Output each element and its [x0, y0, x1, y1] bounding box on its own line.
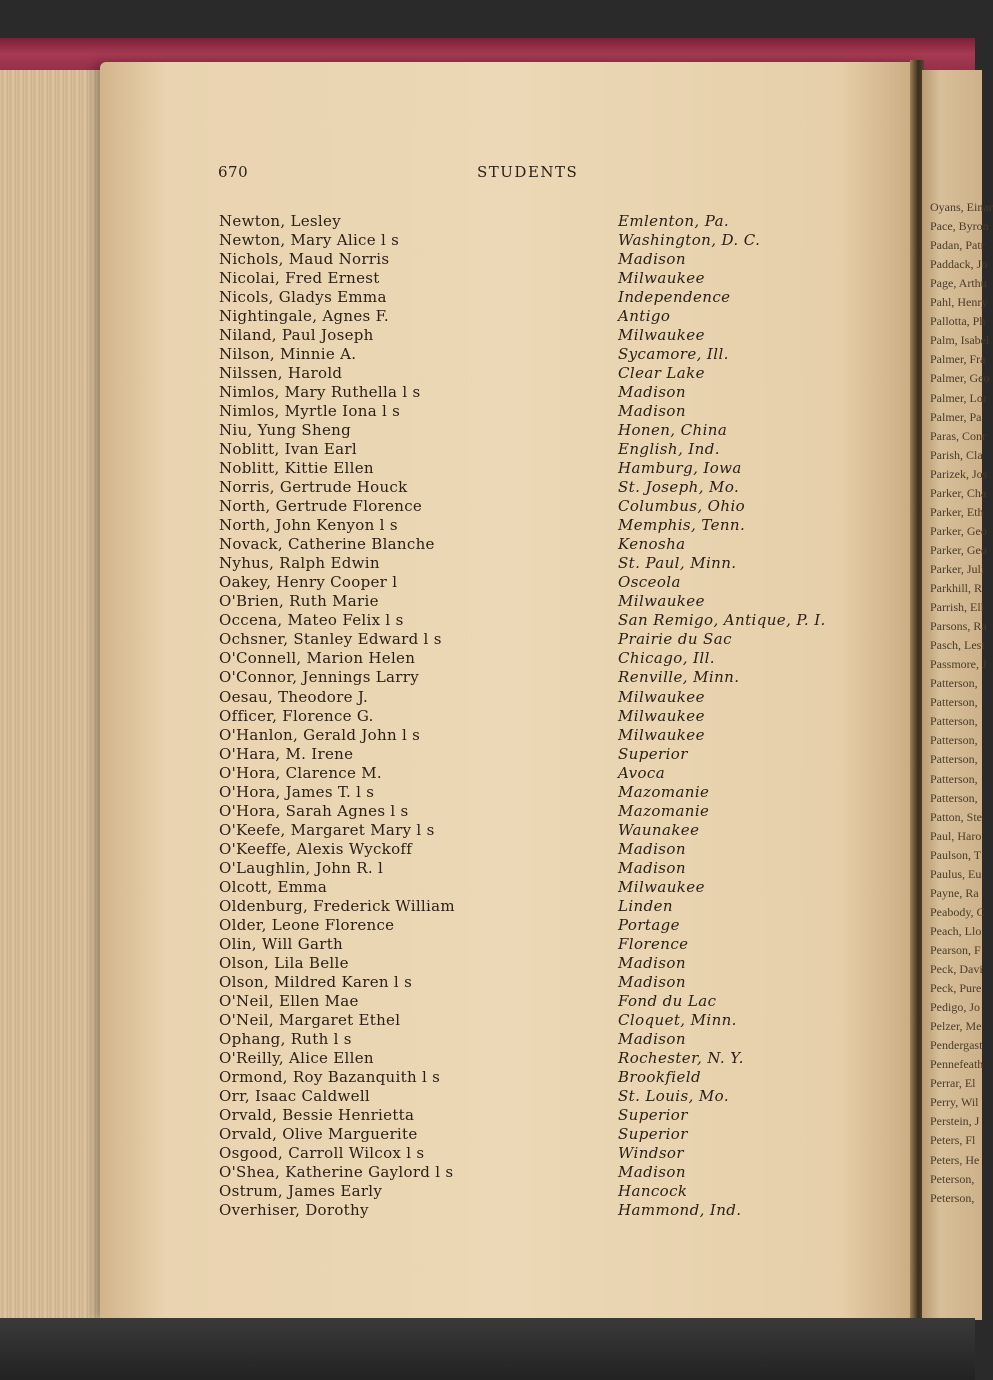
student-name: Olson, Mildred Karen l s: [219, 973, 413, 991]
facing-page-line: Pennefeath: [930, 1057, 984, 1072]
student-name: Overhiser, Dorothy: [219, 1201, 369, 1219]
student-hometown: Rochester, N. Y.: [618, 1049, 744, 1067]
student-name: O'Reilly, Alice Ellen: [219, 1049, 374, 1067]
facing-page-line: Perry, Wil: [930, 1095, 979, 1110]
facing-page-line: Peach, Llo: [930, 923, 982, 938]
facing-page-line: Patterson,: [930, 752, 978, 767]
student-hometown: Windsor: [618, 1144, 684, 1162]
student-name: Older, Leone Florence: [219, 916, 395, 934]
student-hometown: San Remigo, Antique, P. I.: [618, 611, 826, 629]
student-hometown: Osceola: [618, 573, 681, 591]
student-name: Newton, Mary Alice l s: [219, 231, 400, 249]
student-name: Ormond, Roy Bazanquith l s: [219, 1068, 441, 1086]
student-name: O'Connor, Jennings Larry: [219, 668, 419, 686]
student-name: Nyhus, Ralph Edwin: [219, 554, 380, 572]
facing-page-line: Pearson, F: [930, 942, 981, 957]
student-name: Nicolai, Fred Ernest: [219, 269, 380, 287]
student-name: O'Hora, James T. l s: [219, 783, 375, 801]
student-name: O'Neil, Margaret Ethel: [219, 1011, 401, 1029]
facing-page-line: Paras, Conr: [930, 428, 986, 443]
student-hometown: Kenosha: [618, 535, 686, 553]
facing-page-line: Pedigo, Jo: [930, 1000, 981, 1015]
facing-page-line: Paulson, T: [930, 847, 982, 862]
facing-page-line: Peters, He: [930, 1152, 980, 1167]
facing-page-line: Pelzer, Me: [930, 1019, 982, 1034]
student-name: Ochsner, Stanley Edward l s: [219, 630, 442, 648]
student-name: Osgood, Carroll Wilcox l s: [219, 1144, 425, 1162]
facing-page-line: Padan, Patr: [930, 238, 985, 253]
facing-page-line: Parker, Geo: [930, 523, 987, 538]
facing-page-line: Parish, Cla: [930, 447, 983, 462]
student-hometown: Hancock: [618, 1182, 688, 1200]
student-name: O'Hora, Sarah Agnes l s: [219, 802, 409, 820]
student-hometown: Antigo: [618, 307, 671, 325]
student-name: O'Keefe, Margaret Mary l s: [219, 821, 435, 839]
student-name: North, John Kenyon l s: [219, 516, 398, 534]
student-name: Orvald, Olive Marguerite: [219, 1125, 418, 1143]
student-hometown: Mazomanie: [618, 802, 710, 820]
facing-page-line: Perrar, El: [930, 1076, 976, 1091]
student-name: O'Neil, Ellen Mae: [219, 992, 359, 1010]
facing-page-line: Patterson,: [930, 733, 978, 748]
student-hometown: Milwaukee: [618, 726, 705, 744]
facing-page-line: Paulus, Eu: [930, 866, 982, 881]
student-name: Nilson, Minnie A.: [219, 345, 357, 363]
student-hometown: Madison: [618, 402, 686, 420]
student-name: Nicols, Gladys Emma: [219, 288, 387, 306]
facing-page-line: Parizek, Jos: [930, 466, 988, 481]
student-hometown: St. Paul, Minn.: [618, 554, 737, 572]
student-name: Nimlos, Myrtle Iona l s: [219, 402, 401, 420]
student-name: North, Gertrude Florence: [219, 497, 423, 515]
student-hometown: Hamburg, Iowa: [618, 459, 742, 477]
student-hometown: Clear Lake: [618, 364, 705, 382]
facing-page-line: Patterson,: [930, 676, 978, 691]
student-hometown: Madison: [618, 954, 686, 972]
student-name: Ophang, Ruth l s: [219, 1030, 352, 1048]
student-hometown: Madison: [618, 1163, 686, 1181]
student-name: Newton, Lesley: [219, 212, 341, 230]
student-hometown: St. Joseph, Mo.: [618, 478, 740, 496]
facing-page-line: Payne, Ra: [930, 885, 979, 900]
facing-page-line: Parkhill, R: [930, 581, 983, 595]
student-hometown: Madison: [618, 973, 686, 991]
facing-page-line: Palm, Isabel: [930, 333, 990, 348]
student-name: Noblitt, Kittie Ellen: [219, 459, 374, 477]
student-name: O'Shea, Katherine Gaylord l s: [219, 1163, 454, 1181]
student-name: O'Laughlin, John R. l: [219, 859, 384, 877]
facing-page-line: Peterson,: [930, 1171, 975, 1186]
facing-page-line: Paddack, Jo: [930, 257, 988, 272]
student-name: Olson, Lila Belle: [219, 954, 349, 972]
facing-page-line: Patterson,: [930, 714, 978, 729]
facing-page-line: Pasch, Lest: [930, 638, 985, 653]
student-hometown: St. Louis, Mo.: [618, 1087, 730, 1105]
student-hometown: Milwaukee: [618, 878, 705, 896]
facing-page-line: Pace, Byron: [930, 219, 989, 234]
student-hometown: Columbus, Ohio: [618, 497, 746, 515]
facing-page-line: Peterson,: [930, 1190, 975, 1205]
student-hometown: Milwaukee: [618, 688, 705, 706]
page-edges: [0, 70, 110, 1318]
facing-page-line: Parker, Eth: [930, 504, 984, 519]
student-hometown: Madison: [618, 1030, 686, 1048]
facing-page-line: Peck, Davi: [930, 962, 983, 976]
student-name: Olin, Will Garth: [219, 935, 343, 953]
student-name: Officer, Florence G.: [219, 707, 374, 725]
student-hometown: Memphis, Tenn.: [618, 516, 746, 534]
facing-page: [922, 70, 993, 1320]
student-hometown: Cloquet, Minn.: [618, 1011, 737, 1029]
student-hometown: Emlenton, Pa.: [618, 212, 730, 230]
student-name: Orr, Isaac Caldwell: [219, 1087, 371, 1105]
student-name: Occena, Mateo Felix l s: [219, 611, 404, 629]
facing-page-line: Page, Arthu: [930, 276, 987, 291]
facing-page-line: Patterson,: [930, 790, 978, 805]
student-name: Oesau, Theodore J.: [219, 688, 369, 706]
facing-page-line: Oyans, Einar: [930, 200, 993, 214]
student-name: O'Keeffe, Alexis Wyckoff: [219, 840, 413, 858]
student-hometown: Milwaukee: [618, 707, 705, 725]
student-name: Ostrum, James Early: [219, 1182, 383, 1200]
facing-page-line: Pahl, Henry: [930, 295, 988, 310]
student-name: O'Hanlon, Gerald John l s: [219, 726, 421, 744]
student-hometown: Milwaukee: [618, 592, 705, 610]
student-name: O'Hora, Clarence M.: [219, 764, 382, 782]
student-hometown: Madison: [618, 859, 686, 877]
running-head: STUDENTS: [477, 163, 579, 181]
student-name: Olcott, Emma: [219, 878, 328, 896]
student-hometown: Milwaukee: [618, 269, 705, 287]
student-hometown: Portage: [618, 916, 680, 934]
student-hometown: Hammond, Ind.: [618, 1201, 742, 1219]
facing-page-line: Pendergast: [930, 1038, 983, 1053]
student-name: Norris, Gertrude Houck: [219, 478, 408, 496]
student-name: O'Brien, Ruth Marie: [219, 592, 379, 610]
student-hometown: Avoca: [618, 764, 666, 782]
facing-page-line: Patterson,: [930, 771, 978, 786]
facing-page-line: Parrish, Ell: [930, 600, 984, 615]
student-hometown: Superior: [618, 1106, 688, 1124]
student-hometown: Madison: [618, 840, 686, 858]
student-hometown: Independence: [618, 288, 731, 306]
student-hometown: Madison: [618, 383, 686, 401]
facing-page-line: Patterson,: [930, 695, 978, 710]
student-name: Noblitt, Ivan Earl: [219, 440, 357, 458]
student-name: O'Hara, M. Irene: [219, 745, 354, 763]
student-hometown: Milwaukee: [618, 326, 705, 344]
student-name: Novack, Catherine Blanche: [219, 535, 435, 553]
facing-page-line: Palmer, Geo: [930, 371, 990, 386]
facing-page-line: Parsons, Ra: [930, 619, 987, 634]
student-hometown: Sycamore, Ill.: [618, 345, 729, 363]
facing-page-line: Patton, Ste: [930, 809, 983, 824]
student-hometown: Chicago, Ill.: [618, 649, 715, 667]
facing-page-line: Peck, Pure: [930, 981, 982, 996]
facing-page-line: Paul, Haro: [930, 828, 982, 843]
facing-page-line: Parker, Cha: [930, 485, 987, 500]
facing-page-line: Parker, Juli: [930, 561, 985, 576]
student-hometown: Prairie du Sac: [618, 630, 732, 648]
facing-page-line: Passmore, J: [930, 657, 987, 672]
student-name: Niu, Yung Sheng: [219, 421, 351, 439]
student-hometown: English, Ind.: [618, 440, 720, 458]
student-name: Nimlos, Mary Ruthella l s: [219, 383, 421, 401]
student-name: O'Connell, Marion Helen: [219, 649, 416, 667]
facing-page-line: Parker, Geo: [930, 542, 987, 557]
book-cover-bottom: [0, 1318, 975, 1380]
page-number: 670: [218, 163, 249, 181]
student-hometown: Washington, D. C.: [618, 231, 761, 249]
student-name: Nightingale, Agnes F.: [219, 307, 390, 325]
student-hometown: Superior: [618, 745, 688, 763]
student-name: Oldenburg, Frederick William: [219, 897, 455, 915]
facing-page-line: Peabody, C: [930, 904, 985, 919]
student-hometown: Superior: [618, 1125, 688, 1143]
student-name: Nilssen, Harold: [219, 364, 343, 382]
student-name: Oakey, Henry Cooper l: [219, 573, 398, 591]
student-name: Orvald, Bessie Henrietta: [219, 1106, 415, 1124]
student-name: Niland, Paul Joseph: [219, 326, 374, 344]
facing-page-line: Peters, Fl: [930, 1133, 976, 1148]
facing-page-line: Palmer, Lor: [930, 390, 987, 405]
student-hometown: Mazomanie: [618, 783, 710, 801]
student-hometown: Renville, Minn.: [618, 668, 740, 686]
student-hometown: Brookfield: [618, 1068, 701, 1086]
student-hometown: Waunakee: [618, 821, 700, 839]
student-hometown: Madison: [618, 250, 686, 268]
student-name: Nichols, Maud Norris: [219, 250, 390, 268]
student-hometown: Florence: [618, 935, 689, 953]
facing-page-line: Palmer, Fra: [930, 352, 986, 367]
facing-page-line: Pallotta, Ph: [930, 314, 986, 329]
student-hometown: Honen, China: [618, 421, 728, 439]
student-hometown: Fond du Lac: [618, 992, 717, 1010]
facing-page-line: Perstein, J: [930, 1114, 980, 1129]
facing-page-line: Palmer, Pa: [930, 409, 982, 424]
student-hometown: Linden: [618, 897, 673, 915]
